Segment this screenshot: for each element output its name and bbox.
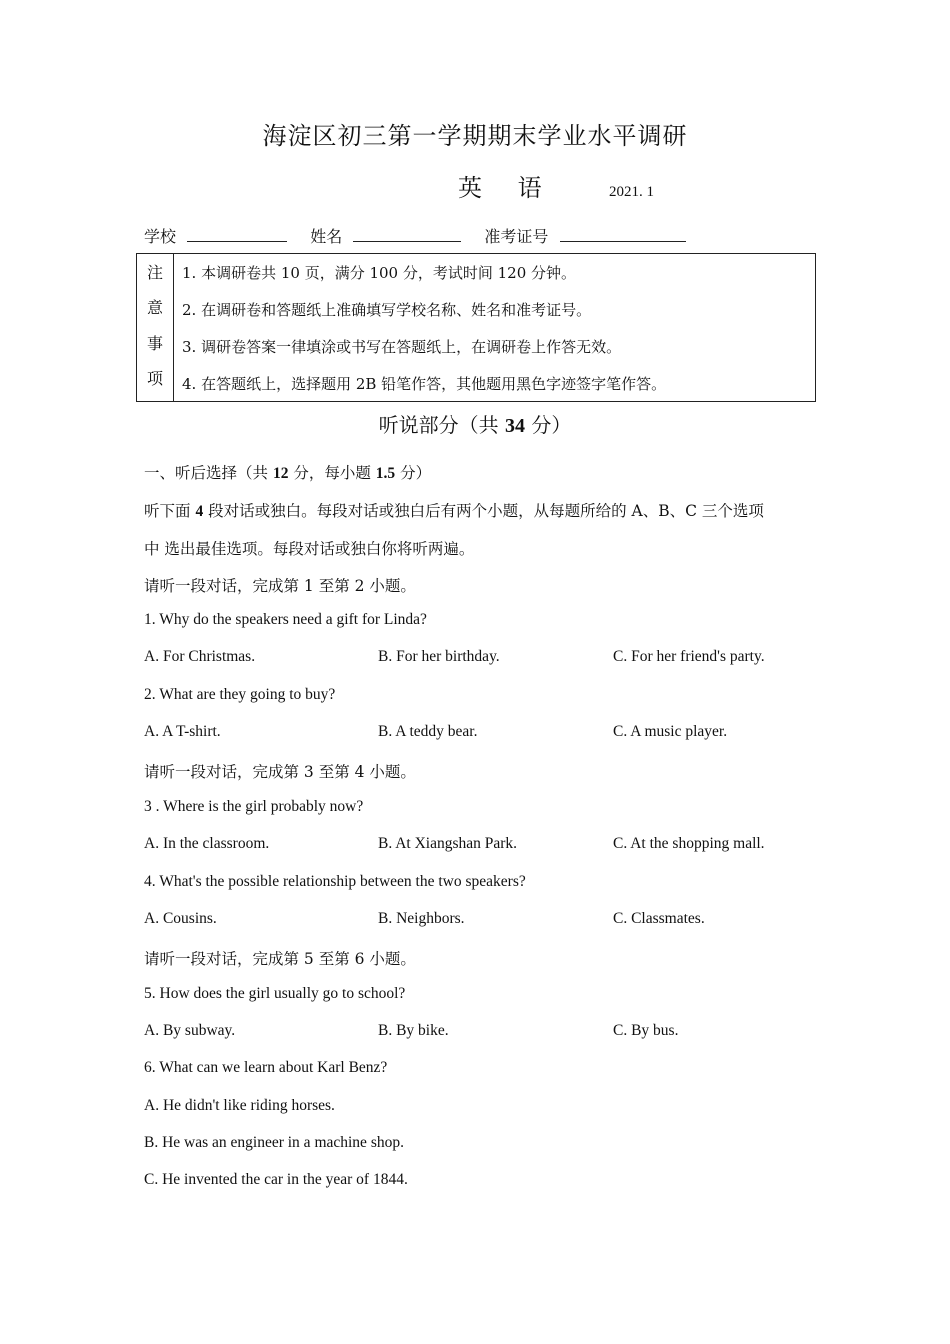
- part-heading-post: 分）: [395, 464, 432, 482]
- part-heading-each: 1.5: [375, 465, 396, 482]
- instructions-line-2: 中 选出最佳选项。每段对话或独白你将听两遍。: [144, 540, 475, 558]
- notice-item: 3. 调研卷答案一律填涂或书写在答题纸上，在调研卷上作答无效。: [182, 338, 622, 356]
- question-5: 5. How does the girl usually go to school?: [144, 985, 406, 1002]
- intro-num: 4: [195, 503, 204, 520]
- question-4: 4. What's the possible relationship between the two speakers?: [144, 873, 526, 890]
- notice-item: 2. 在调研卷和答题纸上准确填写学校名称、姓名和准考证号。: [182, 301, 592, 319]
- notice-heading-char: 事: [146, 333, 163, 353]
- q1-option-b[interactable]: B. For her birthday.: [378, 648, 500, 665]
- q3-option-a[interactable]: A. In the classroom.: [144, 835, 270, 852]
- name-label: 姓名: [310, 227, 343, 246]
- intro-pre: 听下面: [144, 502, 196, 520]
- subject-title: 英 语: [458, 174, 556, 202]
- intro-post: 段对话或独白。每段对话或独白后有两个小题，从每题所给的 A、B、C 三个选项: [203, 502, 764, 520]
- student-info-fields: [144, 224, 704, 247]
- exam-id-blank[interactable]: [560, 227, 686, 242]
- q1-option-c[interactable]: C. For her friend's party.: [613, 648, 765, 665]
- instructions-line-1: [144, 499, 764, 521]
- section-title-post: 分）: [525, 413, 572, 437]
- section-title: [0, 409, 950, 438]
- section-title-pre: 听说部分（共: [378, 413, 505, 437]
- notice-heading: [137, 254, 174, 401]
- q4-option-c[interactable]: C. Classmates.: [613, 910, 705, 927]
- q5-option-c[interactable]: C. By bus.: [613, 1022, 679, 1039]
- q4-option-a[interactable]: A. Cousins.: [144, 910, 217, 927]
- q6-option-c[interactable]: C. He invented the car in the year of 1844.: [144, 1171, 408, 1188]
- notice-heading-char: 注: [146, 263, 163, 282]
- dialogue-instruction: 请听一段对话，完成第 5 至第 6 小题。: [144, 950, 416, 968]
- question-3: 3 . Where is the girl probably now?: [144, 798, 364, 815]
- school-blank[interactable]: [187, 227, 287, 242]
- document-title: 海淀区初三第一学期期末学业水平调研: [262, 122, 688, 150]
- section-points: 34: [505, 415, 525, 437]
- question-1: 1. Why do the speakers need a gift for Linda?: [144, 611, 427, 628]
- question-2: 2. What are they going to buy?: [144, 686, 336, 703]
- exam-id-label: 准考证号: [484, 227, 549, 246]
- q5-option-b[interactable]: B. By bike.: [378, 1022, 449, 1039]
- q2-option-b[interactable]: B. A teddy bear.: [378, 723, 478, 740]
- question-6: 6. What can we learn about Karl Benz?: [144, 1059, 388, 1076]
- part-heading-mid: 分，每小题: [288, 464, 376, 482]
- notice-list: [174, 254, 666, 401]
- part-heading-pre: 一、听后选择（共: [144, 464, 273, 482]
- q6-option-a[interactable]: A. He didn't like riding horses.: [144, 1097, 335, 1114]
- q4-option-b[interactable]: B. Neighbors.: [378, 910, 465, 927]
- q5-option-a[interactable]: A. By subway.: [144, 1022, 236, 1039]
- q2-option-c[interactable]: C. A music player.: [613, 723, 728, 740]
- q2-option-a[interactable]: A. A T-shirt.: [144, 723, 221, 740]
- part-heading: [144, 461, 431, 483]
- part-heading-points: 12: [272, 465, 289, 482]
- exam-date: 2021. 1: [609, 184, 654, 200]
- q3-option-c[interactable]: C. At the shopping mall.: [613, 835, 765, 852]
- dialogue-instruction: 请听一段对话，完成第 1 至第 2 小题。: [144, 577, 416, 595]
- notice-item: 1. 本调研卷共 10 页，满分 100 分，考试时间 120 分钟。: [182, 264, 577, 282]
- q6-option-b[interactable]: B. He was an engineer in a machine shop.: [144, 1134, 404, 1151]
- notice-heading-char: 意: [146, 298, 163, 318]
- notice-item: 4. 在答题纸上，选择题用 2B 铅笔作答，其他题用黑色字迹签字笔作答。: [182, 375, 667, 393]
- q3-option-b[interactable]: B. At Xiangshan Park.: [378, 835, 518, 852]
- notice-heading-char: 项: [146, 368, 163, 388]
- school-label: 学校: [144, 227, 177, 246]
- q1-option-a[interactable]: A. For Christmas.: [144, 648, 256, 665]
- name-blank[interactable]: [353, 227, 461, 242]
- notice-box: [136, 253, 816, 402]
- dialogue-instruction: 请听一段对话，完成第 3 至第 4 小题。: [144, 763, 416, 781]
